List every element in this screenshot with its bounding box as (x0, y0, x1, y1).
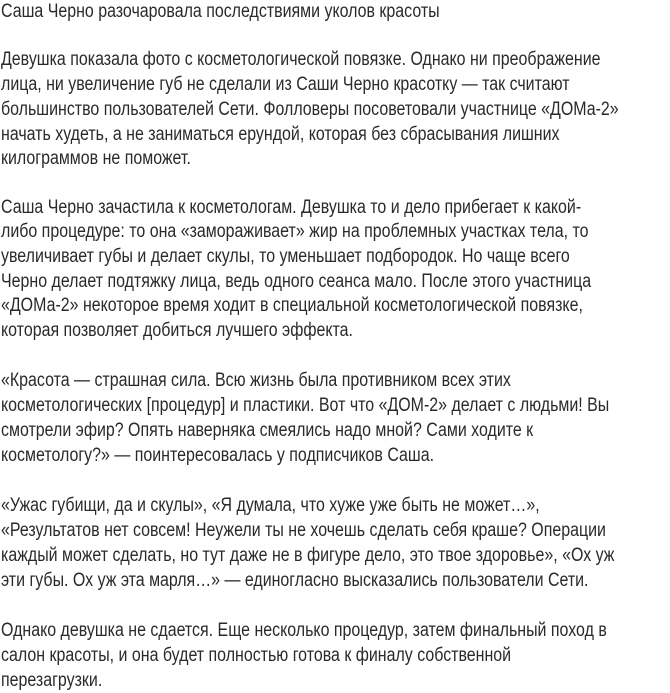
paragraph-line: косметологических [процедур] и пластики. Вот что «ДОМ-2» делает с людьми! Вы (1, 395, 610, 416)
paragraph-line: лица, ни увеличение губ не сделали из Саши Черно красотку — так считают (1, 74, 570, 95)
paragraph-line: «Ужас губищи, да и скулы», «Я думала, что хуже уже быть не может…», (1, 495, 540, 516)
paragraph-line: либо процедуре: то она «замораживает» жир на проблемных участках тела, то (1, 221, 589, 242)
paragraph-line: «Результатов нет совсем! Неужели ты не хочешь сделать себя краше? Операции (1, 520, 606, 541)
paragraph-line: «Красота — страшная сила. Всю жизнь была противником всех этих (1, 370, 511, 391)
paragraph-line: каждый может сделать, но тут даже не в фигуре дело, это твое здоровье», «Ох уж (1, 545, 615, 566)
paragraph-line: которая позволяет добиться лучшего эффекта. (1, 320, 353, 341)
paragraph-line: Девушка показала фото с косметологической повязке. Однако ни преображение (1, 49, 601, 70)
paragraph-line: «ДОМа-2» некоторое время ходит в специальной косметологической повязке, (1, 295, 583, 316)
paragraph-line: эти губы. Ох уж эта марля…» — единогласно высказались пользователи Сети. (1, 570, 589, 591)
paragraph-line: перезагрузки. (1, 670, 103, 691)
paragraph-line: большинство пользователей Сети. Фолловеры посоветовали участнице «ДОМа-2» (1, 99, 619, 120)
article-title: Саша Черно разочаровала последствиями уколов красоты (1, 1, 440, 22)
paragraph-line: Однако девушка не сдается. Еще несколько процедур, затем финальный поход в (1, 620, 607, 641)
paragraph-line: Черно делает подтяжку лица, ведь одного сеанса мало. После этого участница (1, 271, 592, 292)
paragraph-line: начать худеть, а не заниматься ерундой, которая без сбрасывания лишних (1, 124, 560, 145)
paragraph-line: увеличивает губы и делает скулы, то уменьшает подбородок. Но чаще всего (1, 246, 570, 267)
paragraph-line: косметологу?» — поинтересовалась у подписчиков Саша. (1, 445, 435, 466)
paragraph-line: салон красоты, и она будет полностью готова к финалу собственной (1, 645, 512, 666)
paragraph-line: килограммов не поможет. (1, 148, 191, 169)
paragraph-line: смотрели эфир? Опять наверняка смеялись надо мной? Сами ходите к (1, 420, 534, 441)
paragraph-line: Саша Черно зачастила к косметологам. Девушка то и дело прибегает к какой- (1, 197, 582, 218)
